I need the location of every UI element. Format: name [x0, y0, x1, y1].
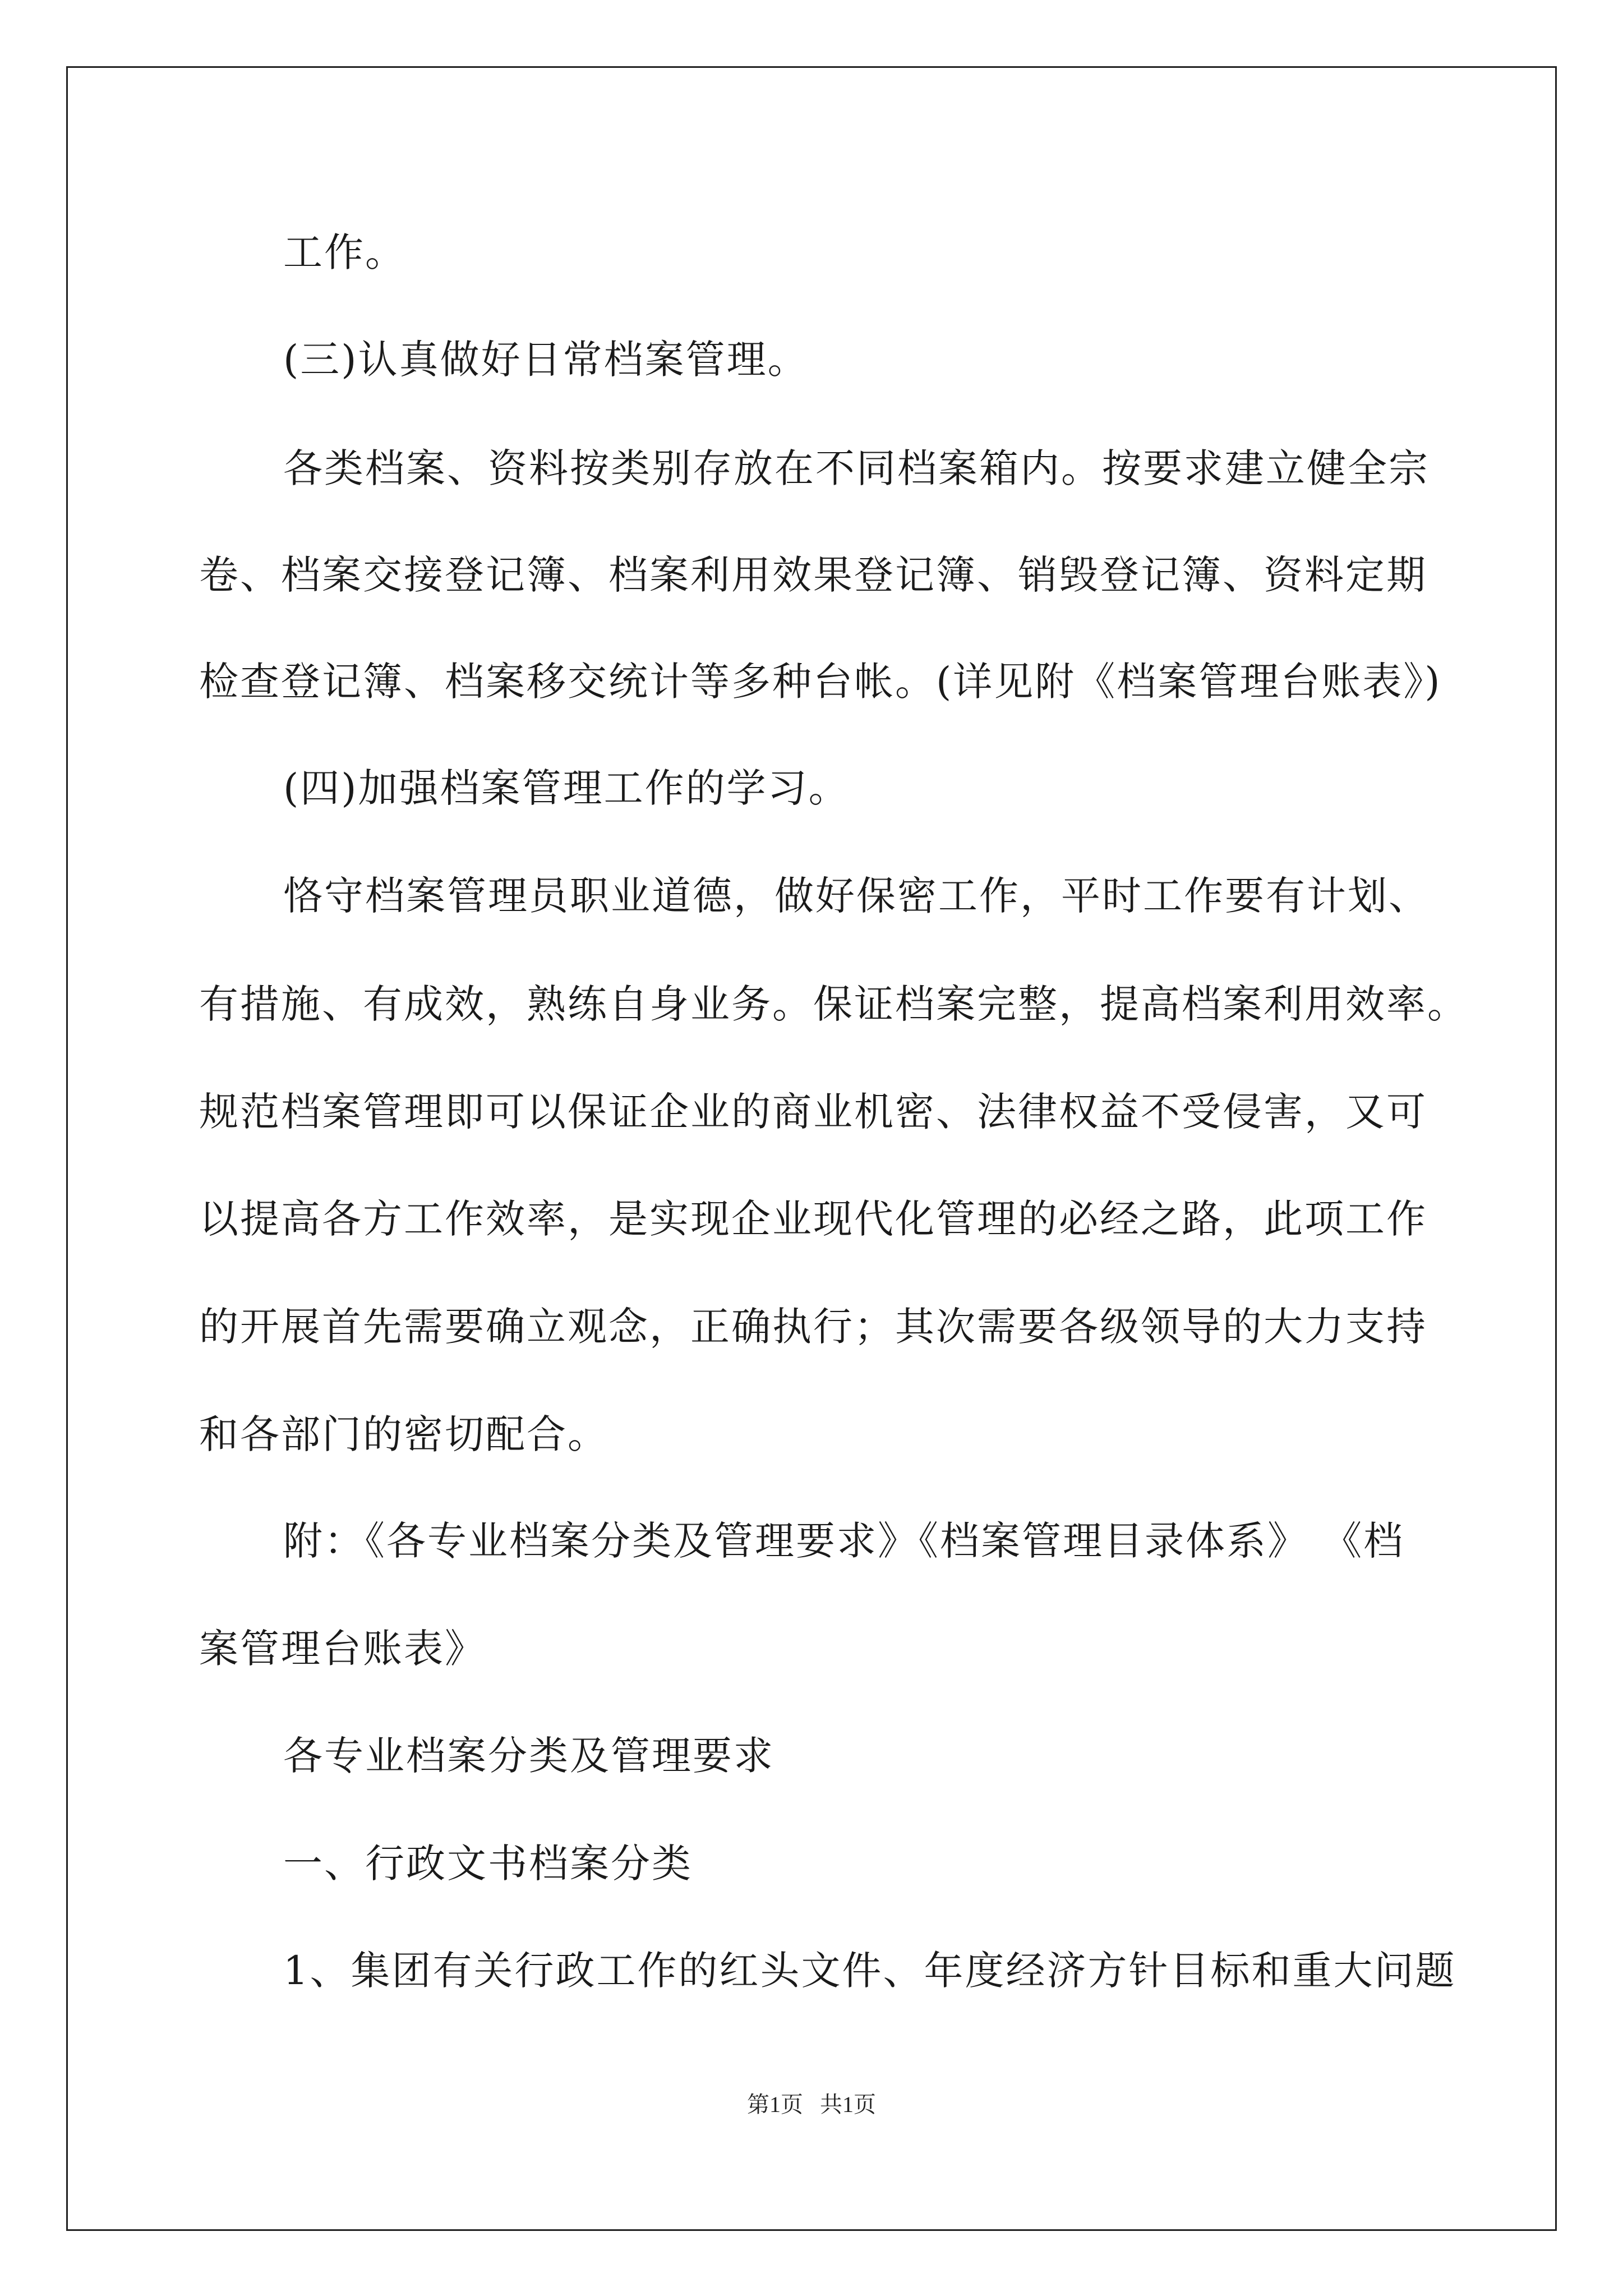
text-line: 附：《各专业档案分类及管理要求》《档案管理目录体系》 《档: [283, 1518, 1405, 1564]
text-line: 各类档案、资料按类别存放在不同档案箱内。按要求建立健全宗: [283, 445, 1430, 491]
text-line: 恪守档案管理员职业道德，做好保密工作，平时工作要有计划、: [283, 873, 1430, 919]
text-line: 1、集团有关行政工作的红头文件、年度经济方针目标和重大问题: [283, 1948, 1456, 1994]
section-heading: (四)加强档案管理工作的学习。: [283, 765, 850, 811]
section-heading: 各专业档案分类及管理要求: [283, 1733, 774, 1779]
section-heading: 一、行政文书档案分类: [283, 1841, 693, 1887]
text-line: 卷、档案交接登记簿、档案利用效果登记簿、销毁登记簿、资料定期: [199, 552, 1427, 598]
text-line: 规范档案管理即可以保证企业的商业机密、法律权益不受侵害，又可: [199, 1089, 1427, 1135]
section-heading: (三)认真做好日常档案管理。: [283, 337, 809, 383]
text-line: 有措施、有成效，熟练自身业务。保证档案完整，提高档案利用效率。: [199, 981, 1468, 1027]
text-line: 和各部门的密切配合。: [199, 1411, 608, 1457]
text-line: 工作。: [283, 229, 406, 275]
text-line: 以提高各方工作效率，是实现企业现代化管理的必经之路，此项工作: [199, 1196, 1427, 1242]
text-line: 案管理台账表》: [199, 1626, 486, 1672]
page-footer: 第1页 共1页: [747, 2092, 876, 2117]
page-frame: [66, 66, 1557, 2231]
text-line: 的开展首先需要确立观念，正确执行；其次需要各级领导的大力支持: [199, 1304, 1427, 1350]
text-line: 检查登记簿、档案移交统计等多种台帐。(详见附《档案管理台账表》): [199, 659, 1442, 705]
